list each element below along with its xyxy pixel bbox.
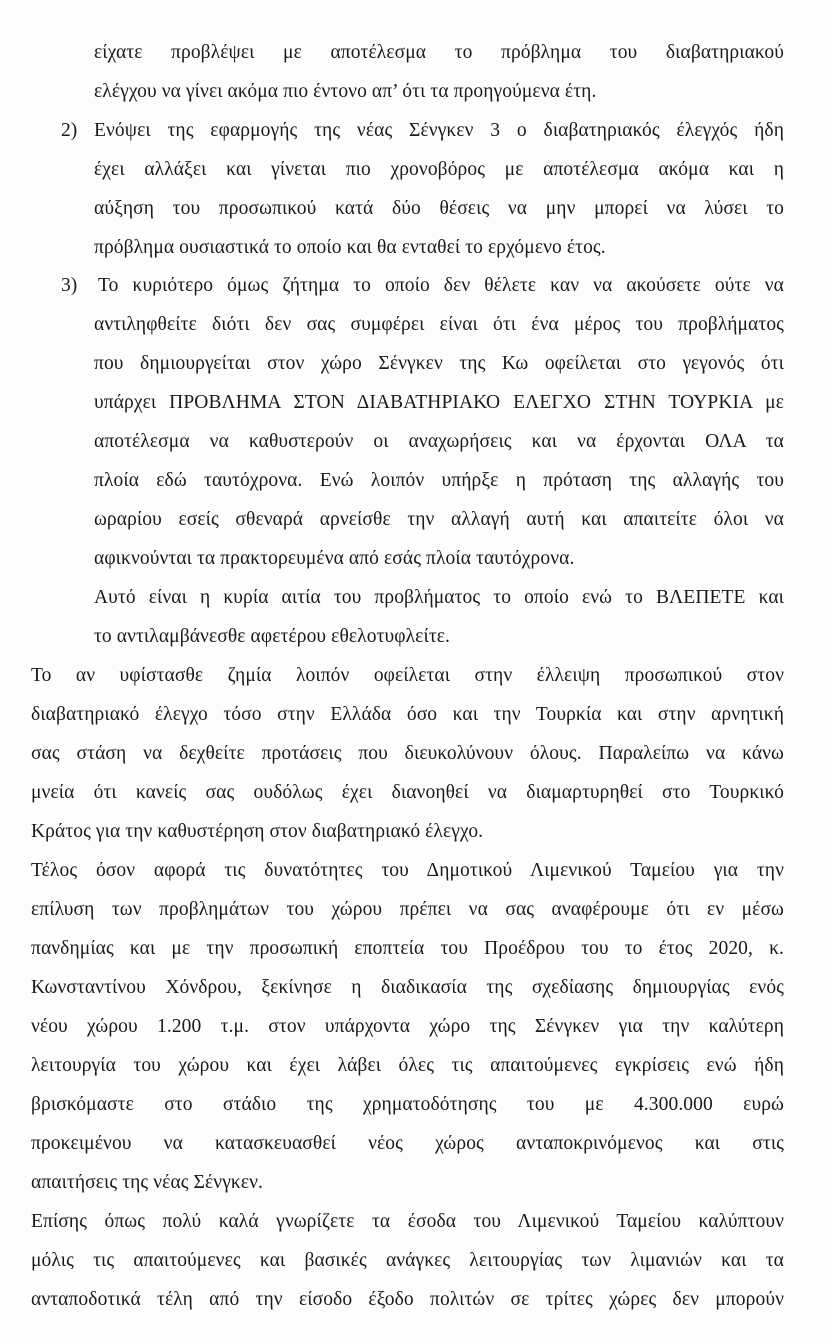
item3-line-1: Το κυριότερο όμως ζήτημα το οποίο δεν θέλετε καν να ακούσετε ούτε να <box>98 275 784 296</box>
para1-line-5: Κράτος για την καθυστέρηση στον διαβατηριακό έλεγχο. <box>31 821 484 842</box>
item-number-3: 3) <box>61 275 78 296</box>
para2-line-9: απαιτήσεις της νέας Σένγκεν. <box>31 1172 264 1193</box>
item3-line-2: αντιληφθείτε διότι δεν σας συμφέρει είναι ότι ένα μέρος του προβλήματος <box>94 314 784 335</box>
item3-line-7: ωραρίου εσείς σθεναρά αρνείσθε την αλλαγή αυτή και απαιτείτε όλοι να <box>94 509 784 530</box>
item3-line-8: αφικνούνται τα πρακτορευμένα από εσάς πλοία ταυτόχρονα. <box>94 548 575 569</box>
item1-line-1: είχατε προβλέψει με αποτέλεσμα το πρόβλημα του διαβατηριακού <box>94 42 784 63</box>
item3-line-10: το αντιλαμβάνεσθε αφετέρου εθελοτυφλείτε. <box>94 626 451 647</box>
item2-line-1: Ενόψει της εφαρμογής της νέας Σένγκεν 3 ο διαβατηριακός έλεγχός ήδη <box>94 120 784 141</box>
para1-line-4: μνεία ότι κανείς σας ουδόλως έχει διανοηθεί να διαμαρτυρηθεί στο Τουρκικό <box>31 782 784 803</box>
item3-line-6: πλοία εδώ ταυτόχρονα. Ενώ λοιπόν υπήρξε η πρόταση της αλλαγής του <box>94 470 784 491</box>
item1-line-2: ελέγχου να γίνει ακόμα πιο έντονο απ’ ότι τα προηγούμενα έτη. <box>94 81 597 102</box>
item3-line-9: Αυτό είναι η κυρία αιτία του προβλήματος το οποίο ενώ το ΒΛΕΠΕΤΕ και <box>94 587 784 608</box>
item-number-2: 2) <box>61 120 78 141</box>
para1-line-2: διαβατηριακό έλεγχο τόσο στην Ελλάδα όσο και την Τουρκία και στην αρνητική <box>31 704 784 725</box>
para2-line-1: Τέλος όσον αφορά τις δυνατότητες του Δημοτικού Λιμενικού Ταμείου για την <box>31 860 784 881</box>
para2-line-2: επίλυση των προβλημάτων του χώρου πρέπει να σας αναφέρουμε ότι εν μέσω <box>31 899 784 920</box>
item3-line-4: υπάρχει ΠΡΟΒΛΗΜΑ ΣΤΟΝ ΔΙΑΒΑΤΗΡΙΑΚΟ ΕΛΕΓΧΟ ΣΤΗΝ ΤΟΥΡΚΙΑ με <box>94 392 784 413</box>
para3-line-3: ανταποδοτικά τέλη από την είσοδο έξοδο πολιτών σε τρίτες χώρες δεν μπορούν <box>31 1289 784 1310</box>
item2-line-3: αύξηση του προσωπικού κατά δύο θέσεις να μην μπορεί να λύσει το <box>94 198 784 219</box>
para2-line-7: βρισκόμαστε στο στάδιο της χρηματοδότησης του με 4.300.000 ευρώ <box>31 1094 784 1115</box>
para2-line-5: νέου χώρου 1.200 τ.μ. στον υπάρχοντα χώρο της Σένγκεν για την καλύτερη <box>31 1016 784 1037</box>
para2-line-4: Κωνσταντίνου Χόνδρου, ξεκίνησε η διαδικασία της σχεδίασης δημιουργίας ενός <box>31 977 784 998</box>
item2-line-4: πρόβλημα ουσιαστικά το οποίο και θα ενταθεί το ερχόμενο έτος. <box>94 237 606 258</box>
para3-line-2: μόλις τις απαιτούμενες και βασικές ανάγκες λειτουργίας των λιμανιών και τα <box>31 1250 784 1271</box>
para2-line-8: προκειμένου να κατασκευασθεί νέος χώρος ανταποκρινόμενος και στις <box>31 1133 784 1154</box>
para2-line-3: πανδημίας και με την προσωπική εποπτεία του Προέδρου του το έτος 2020, κ. <box>31 938 784 959</box>
item3-line-3: που δημιουργείται στον χώρο Σένγκεν της Κω οφείλεται στο γεγονός ότι <box>94 353 784 374</box>
para2-line-6: λειτουργία του χώρου και έχει λάβει όλες τις απαιτούμενες εγκρίσεις ενώ ήδη <box>31 1055 784 1076</box>
para1-line-3: σας στάση να δεχθείτε προτάσεις που διευκολύνουν όλους. Παραλείπω να κάνω <box>31 743 784 764</box>
item2-line-2: έχει αλλάξει και γίνεται πιο χρονοβόρος με αποτέλεσμα ακόμα και η <box>94 159 784 180</box>
para3-line-1: Επίσης όπως πολύ καλά γνωρίζετε τα έσοδα του Λιμενικού Ταμείου καλύπτουν <box>31 1211 784 1232</box>
para1-line-1: Το αν υφίστασθε ζημία λοιπόν οφείλεται στην έλλειψη προσωπικού στον <box>31 665 784 686</box>
item3-line-5: αποτέλεσμα να καθυστερούν οι αναχωρήσεις και να έρχονται ΟΛΑ τα <box>94 431 784 452</box>
